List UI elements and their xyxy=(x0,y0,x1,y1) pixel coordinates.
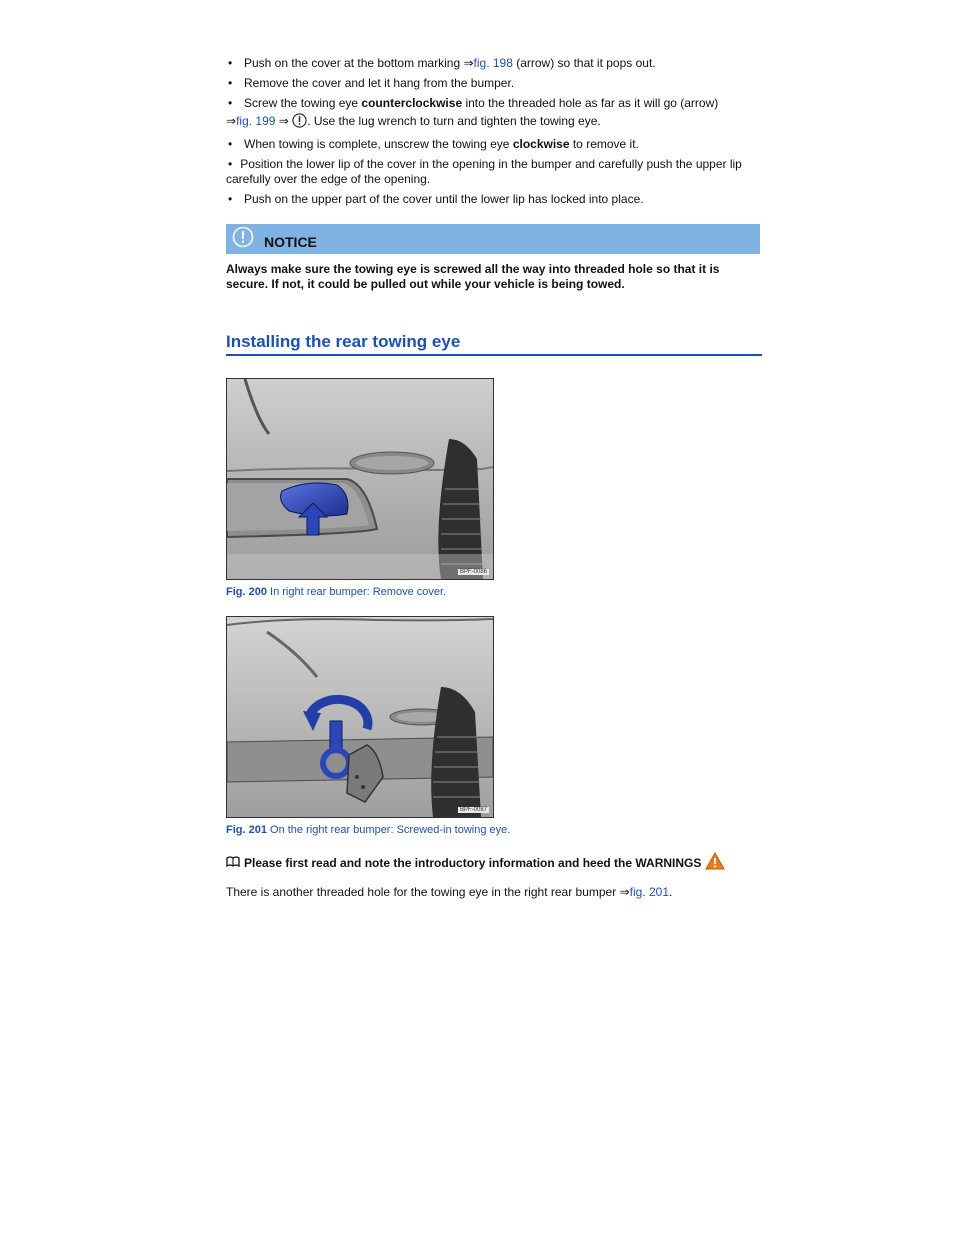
figure-code: BPF-0087 xyxy=(459,807,487,813)
fig-201-link[interactable]: fig. 201 xyxy=(629,885,669,899)
figure-201-caption: Fig. 201 On the right rear bumper: Screwed-in towing eye. xyxy=(226,824,511,836)
notice-circle-icon xyxy=(232,226,254,253)
read-note: Please first read and note the introductory information and heed the WARNINGS xyxy=(226,852,766,873)
figure-200-image xyxy=(226,378,494,580)
step-3-continued: ⇒fig. 199 ⇒ . Use the lug wrench to turn and tighten the towing eye. xyxy=(226,113,766,132)
notice-title: NOTICE xyxy=(264,234,317,250)
fig-199-link[interactable]: fig. 199 xyxy=(236,114,276,128)
warning-triangle-icon xyxy=(705,852,725,873)
step-3: • Screw the towing eye counterclockwise into the threaded hole as far as it will go (arrow) xyxy=(228,96,719,110)
final-paragraph: There is another threaded hole for the towing eye in the right rear bumper ⇒fig. 201. xyxy=(226,885,673,899)
step-5: • Position the lower lip of the cover in the opening in the bumper and carefully push the upper lip carefully over the edge of the opening. xyxy=(226,157,742,186)
figure-code: BPF-0086 xyxy=(459,569,487,575)
notice-header xyxy=(226,224,760,254)
figure-200-caption: Fig. 200 In right rear bumper: Remove cover. xyxy=(226,586,447,598)
step-4: • When towing is complete, unscrew the towing eye clockwise to remove it. xyxy=(228,137,639,151)
notice-icon xyxy=(292,113,307,132)
section-heading: Installing the rear towing eye xyxy=(226,332,762,356)
step-1: • Push on the cover at the bottom marking ⇒fig. 198 (arrow) so that it pops out. xyxy=(228,56,656,70)
step-2: • Remove the cover and let it hang from the bumper. xyxy=(228,76,515,90)
step-6: • Push on the upper part of the cover until the lower lip has locked into place. xyxy=(228,192,644,206)
fig-198-link[interactable]: fig. 198 xyxy=(473,56,513,70)
manual-page xyxy=(226,56,766,899)
figure-201-image xyxy=(226,616,494,818)
notice-text: Always make sure the towing eye is screwed all the way into threaded hole so that it is secure. If not, it could be pulled out while your vehicle is being towed. xyxy=(226,262,720,291)
open-book-icon xyxy=(226,856,240,870)
